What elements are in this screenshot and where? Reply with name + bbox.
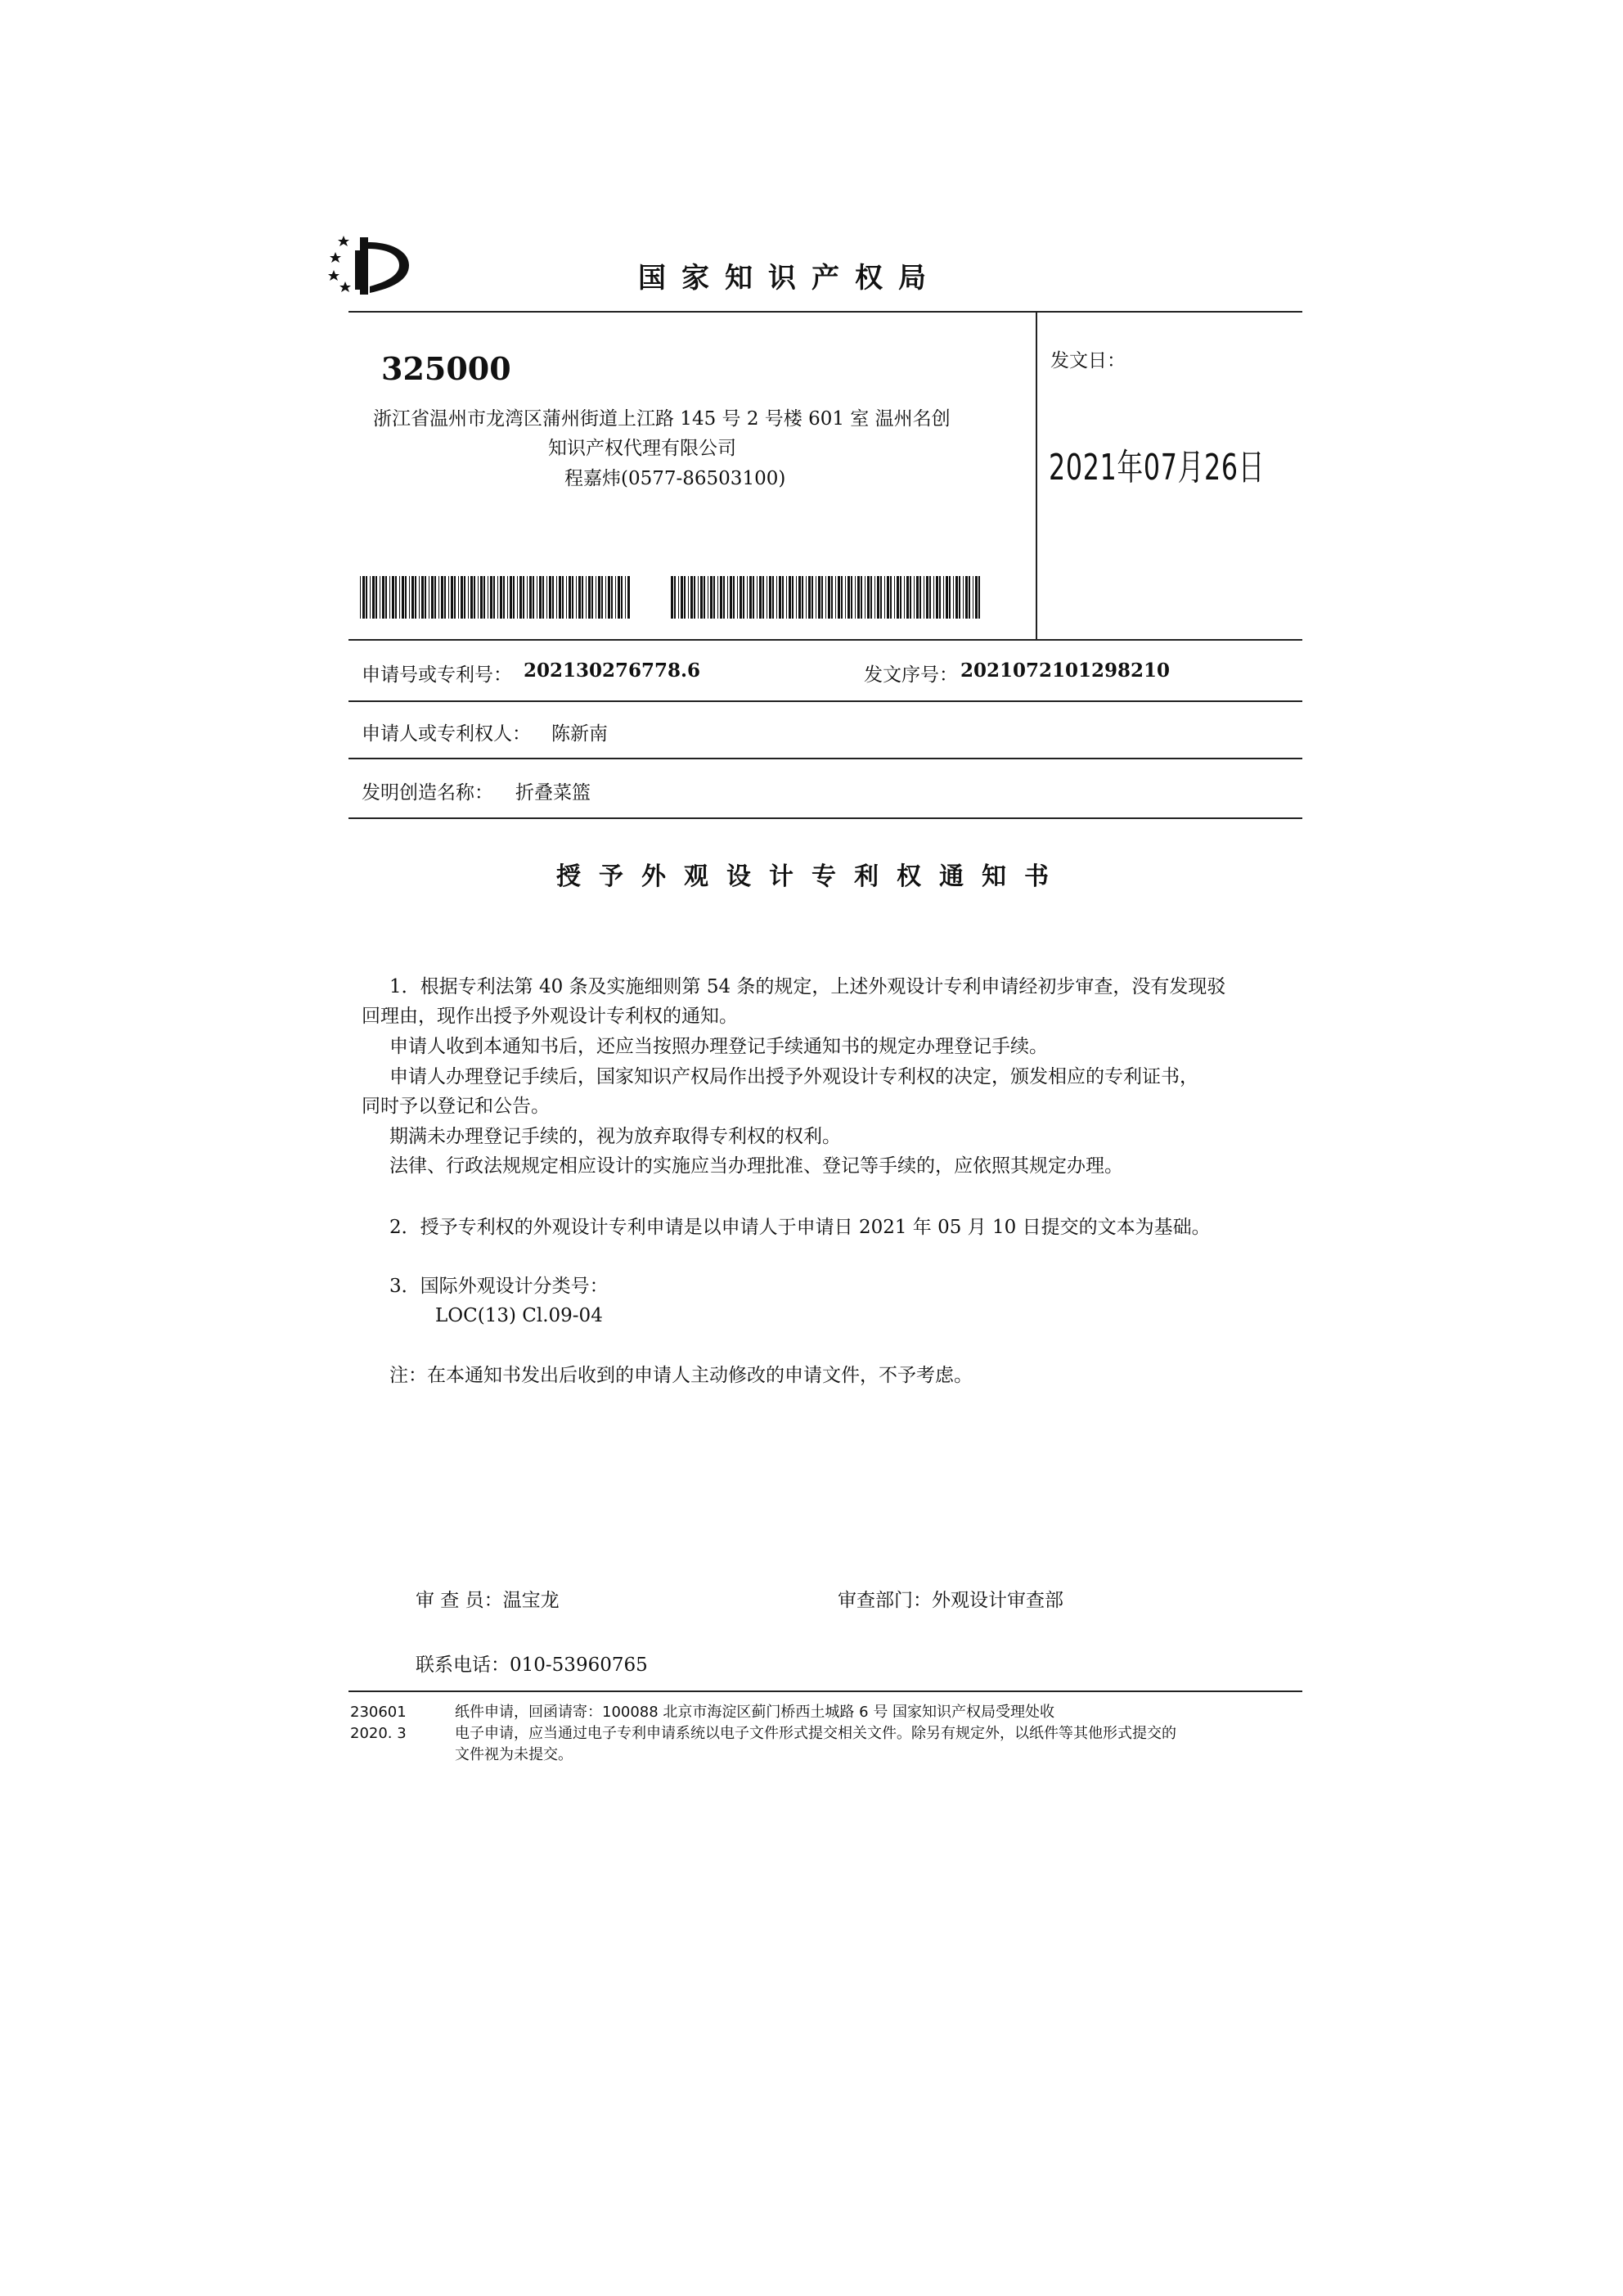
- applicant-value: 陈新南: [551, 723, 608, 745]
- row-rule: [348, 758, 1302, 759]
- footer-line-2: 电子申请，应当通过电子专利申请系统以电子文件形式提交相关文件。除另有规定外，以纸件等其他形式提交的: [455, 1725, 1176, 1742]
- body-p2: 2．授予专利权的外观设计专利申请是以申请人于申请日 2021 年 05 月 10 日提交的文本为基础。: [389, 1217, 1211, 1238]
- barcode-right: [671, 576, 982, 619]
- app-no-value: 202130276778.6: [524, 660, 701, 682]
- phone: 联系电话：010-53960765: [416, 1654, 648, 1676]
- department: 审查部门：外观设计审查部: [838, 1590, 1063, 1611]
- applicant-label: 申请人或专利权人：: [362, 723, 531, 745]
- header-rule: [348, 311, 1302, 313]
- postcode: 325000: [381, 350, 511, 387]
- classification-code: LOC(13) Cl.09-04: [435, 1305, 603, 1326]
- address-date-divider: [1036, 311, 1037, 640]
- contact-line: 程嘉炜(0577-86503100): [564, 468, 786, 489]
- body-p1-line2: 回理由，现作出授予外观设计专利权的通知。: [362, 1006, 738, 1027]
- body-p3-line1: 3．国际外观设计分类号：: [389, 1276, 609, 1297]
- address-line-1: 浙江省温州市龙湾区蒲州街道上江路 145 号 2 号楼 601 室 温州名创: [373, 408, 951, 430]
- app-no-label: 申请号或专利号：: [362, 664, 512, 686]
- row-rule: [348, 639, 1302, 641]
- footer-rule: [348, 1690, 1302, 1692]
- examiner: 审 查 员：温宝龙: [416, 1590, 560, 1611]
- footer-code-1: 230601: [350, 1704, 407, 1721]
- document-title: 授予外观设计专利权通知书: [556, 862, 1067, 891]
- date-value: 2021年07月26日: [1049, 447, 1266, 488]
- invention-value: 折叠菜篮: [515, 782, 591, 804]
- footer-line-3: 文件视为未提交。: [455, 1746, 573, 1763]
- date-label: 发文日：: [1050, 350, 1126, 371]
- serial-label: 发文序号：: [864, 664, 958, 686]
- row-rule: [348, 817, 1302, 819]
- cnipa-logo-icon: [327, 234, 419, 298]
- body-p1-line3: 申请人收到本通知书后，还应当按照办理登记手续通知书的规定办理登记手续。: [389, 1036, 1048, 1057]
- body-p1-line1: 1．根据专利法第 40 条及实施细则第 54 条的规定，上述外观设计专利申请经初步审查，没有发现驳: [389, 976, 1226, 997]
- footer-line-1: 纸件申请，回函请寄：100088 北京市海淀区蓟门桥西土城路 6 号 国家知识产权局受理处收: [455, 1704, 1055, 1721]
- body-p1-line6: 期满未办理登记手续的，视为放弃取得专利权的权利。: [389, 1126, 841, 1147]
- body-p1-line7: 法律、行政法规规定相应设计的实施应当办理批准、登记等手续的，应依照其规定办理。: [389, 1155, 1123, 1177]
- invention-label: 发明创造名称：: [362, 782, 493, 804]
- body-p1-line4: 申请人办理登记手续后，国家知识产权局作出授予外观设计专利权的决定，颁发相应的专利证书，: [389, 1066, 1198, 1087]
- row-rule: [348, 700, 1302, 702]
- footer-code-2: 2020. 3: [350, 1725, 407, 1742]
- office-name: 国家知识产权局: [638, 262, 942, 295]
- address-line-2: 知识产权代理有限公司: [548, 438, 736, 459]
- body-p1-line5: 同时予以登记和公告。: [362, 1096, 550, 1117]
- serial-value: 2021072101298210: [960, 660, 1171, 682]
- note: 注：在本通知书发出后收到的申请人主动修改的申请文件，不予考虑。: [389, 1365, 973, 1386]
- barcode-left: [360, 576, 632, 619]
